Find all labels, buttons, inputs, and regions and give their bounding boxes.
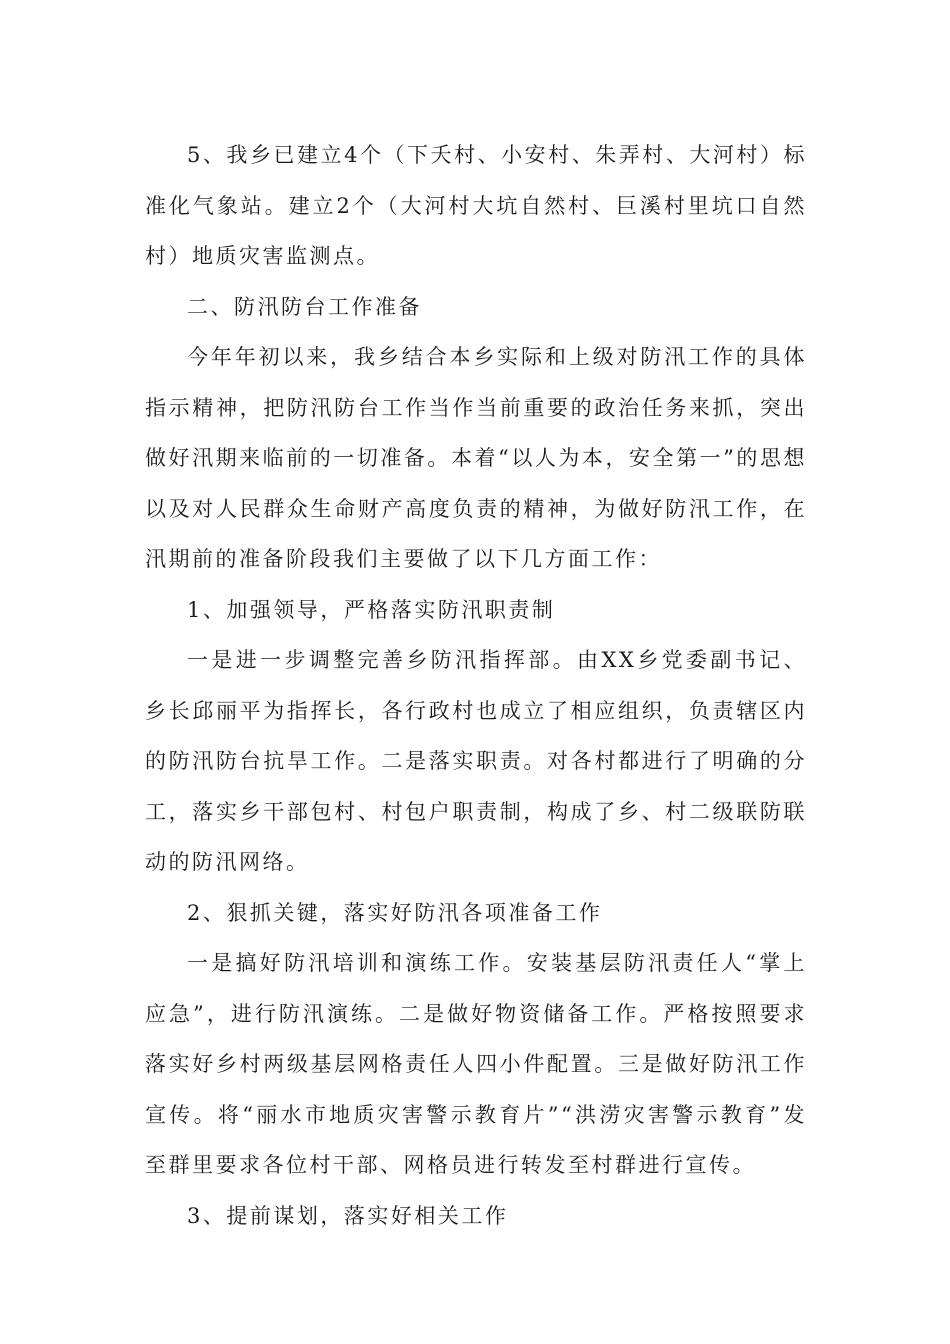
paragraph-leadership: 一是进一步调整完善乡防汛指挥部。由XX乡党委副书记、乡长邱丽平为指挥长，各行政村也成立了相应组织，负责辖区内的防汛防台抗旱工作。二是落实职责。对各村都进行了明确的分工，落实乡干部包村、村包户职责制，构成了乡、村二级联防联动的防汛网络。: [145, 648, 807, 874]
document-body: [145, 130, 807, 1241]
section-heading-flood-preparation: 二、防汛防台工作准备: [187, 294, 422, 319]
paragraph-preparation-overview: 今年年初以来，我乡结合本乡实际和上级对防汛工作的具体指示精神，把防汛防台工作当作当前重要的政治任务来抓，突出做好汛期来临前的一切准备。本着“以人为本，安全第一”的思想以及对人民群众生命财产高度负责的精神，为做好防汛工作，在汛期前的准备阶段我们主要做了以下几方面工作：: [145, 345, 807, 571]
subheading-leadership: 1、加强领导，严格落实防汛职责制: [187, 597, 556, 622]
subheading-key-preparation: 2、狠抓关键，落实好防汛各项准备工作: [187, 900, 603, 925]
subheading-advance-planning: 3、提前谋划，落实好相关工作: [187, 1203, 509, 1228]
paragraph-key-preparation: 一是搞好防汛培训和演练工作。安装基层防汛责任人“掌上应急”，进行防汛演练。二是做好物资储备工作。严格按照要求落实好乡村两级基层网格责任人四小件配置。三是做好防汛工作宣传。将“丽水市地质灾害警示教育片”“洪涝灾害警示教育”发至群里要求各位村干部、网格员进行转发至村群进行宣传。: [145, 951, 807, 1177]
paragraph-weather-stations: 5、我乡已建立4个（下夭村、小安村、朱弄村、大河村）标准化气象站。建立2个（大河村大坑自然村、巨溪村里坑口自然村）地质灾害监测点。: [145, 143, 807, 268]
